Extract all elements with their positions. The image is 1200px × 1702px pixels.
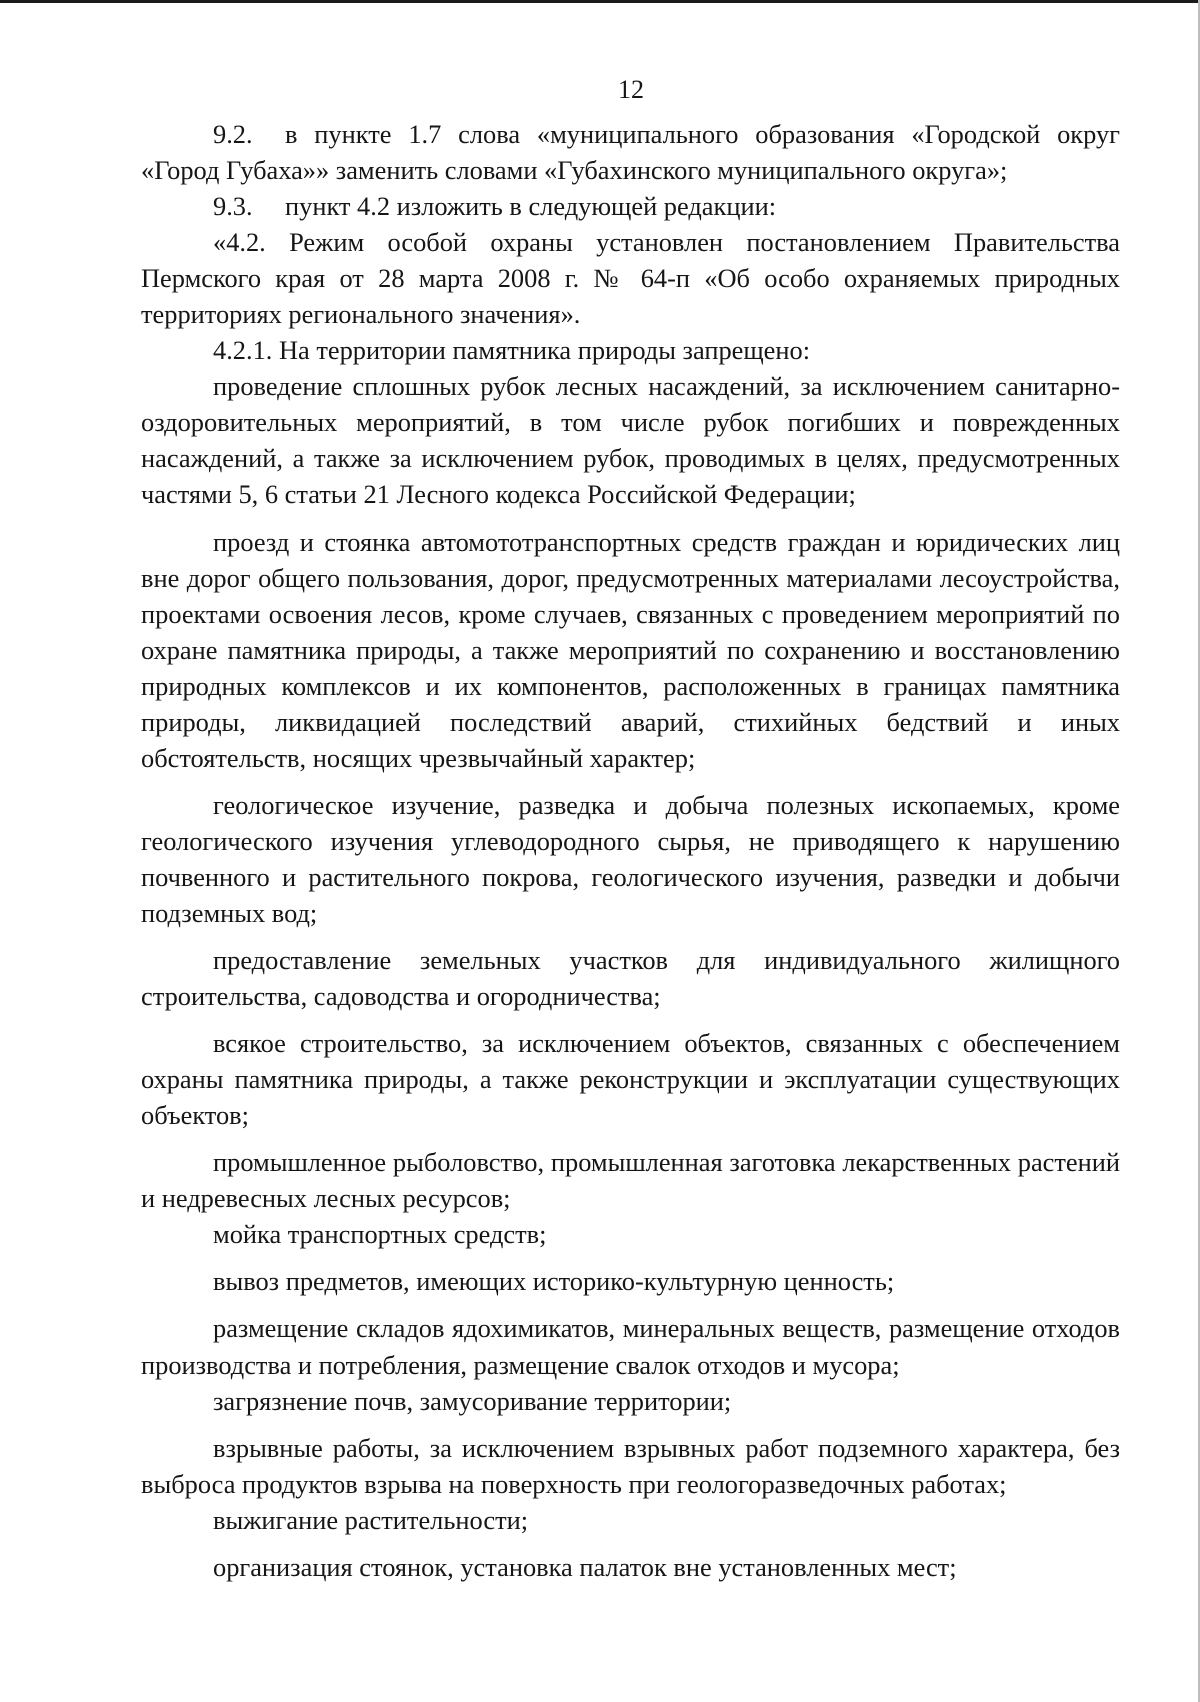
prohibition-construction: всякое строительство, за исключением объектов, связанных с обеспечением охраны памятника природы, а также реконструкции и эксплуатации существующих объектов; xyxy=(141,1028,1120,1131)
prohibition-pollution: загрязнение почв, замусоривание территории; xyxy=(213,1385,732,1416)
prohibition-vehicle-washing: мойка транспортных средств; xyxy=(213,1219,547,1250)
item-number: 9.3. xyxy=(213,191,253,222)
prohibition-vehicles: проезд и стоянка автомототранспортных средств граждан и юридических лиц вне дорог общего пользования, дорог, предусмотренных материалами лесоустройства, проектами освоения лесов, кроме случаев, связанных с проведением мероприятий по охране памятника природы, а также мероприятий по сохранению и восстановлению природных комплексов и их компонентов, расположенных в границах памятника природы, ликвидацией последствий аварий, стихийных бедствий и иных обстоятельств, носящих чрезвычайный характер; xyxy=(141,526,1120,773)
prohibition-artifacts: вывоз предметов, имеющих историко-культурную ценность; xyxy=(213,1266,895,1297)
paragraph-4-2: «4.2. Режим особой охраны установлен постановлением Правительства Пермского края от 28 марта 2008 г. № 64-п «Об особо охраняемых природных территориях регионального значения». xyxy=(141,227,1120,330)
prohibition-waste: размещение складов ядохимикатов, минеральных веществ, размещение отходов производства и потребления, размещение свалок отходов и мусора; xyxy=(141,1313,1120,1380)
paragraph-9-3 xyxy=(141,188,1120,224)
page-number: 12 xyxy=(618,75,644,104)
item-number: 9.2. xyxy=(213,119,253,149)
prohibition-camping: организация стоянок, установка палаток вне установленных мест; xyxy=(213,1551,957,1582)
prohibition-mining: геологическое изучение, разведка и добыча полезных ископаемых, кроме геологического изучения углеводородного сырья, не приводящего к нарушению почвенного и растительного покрова, геологического изучения, разведки и добычи подземных вод; xyxy=(141,789,1120,928)
paragraph-text: в пункте 1.7 слова «муниципального образования «Городской округ «Город Губаха»» заменить словами «Губахинского муниципального округа»; xyxy=(141,119,1120,186)
paragraph-text: пункт 4.2 изложить в следующей редакции: xyxy=(285,191,777,222)
prohibition-fishing: промышленное рыболовство, промышленная заготовка лекарственных растений и недревесных лесных ресурсов; xyxy=(141,1147,1120,1214)
prohibition-blasting: взрывные работы, за исключением взрывных работ подземного характера, без выброса продуктов взрыва на поверхность при геологоразведочных работах; xyxy=(141,1432,1120,1499)
prohibition-clear-cutting: проведение сплошных рубок лесных насаждений, за исключением санитарно-оздоровительных мероприятий, в том числе рубок погибших и поврежденных насаждений, а также за исключением рубок, проводимых в целях, предусмотренных частями 5, 6 статьи 21 Лесного кодекса Российской Федерации; xyxy=(141,371,1120,510)
paragraph-4-2-1: 4.2.1. На территории памятника природы запрещено: xyxy=(213,335,811,366)
scan-edge-top xyxy=(0,0,1200,3)
prohibition-land-plots: предоставление земельных участков для индивидуального жилищного строительства, садоводства и огородничества; xyxy=(141,945,1120,1012)
prohibition-burning: выжигание растительности; xyxy=(213,1504,529,1535)
paragraph-9-2 xyxy=(141,116,1120,188)
document-body xyxy=(141,116,1120,1585)
